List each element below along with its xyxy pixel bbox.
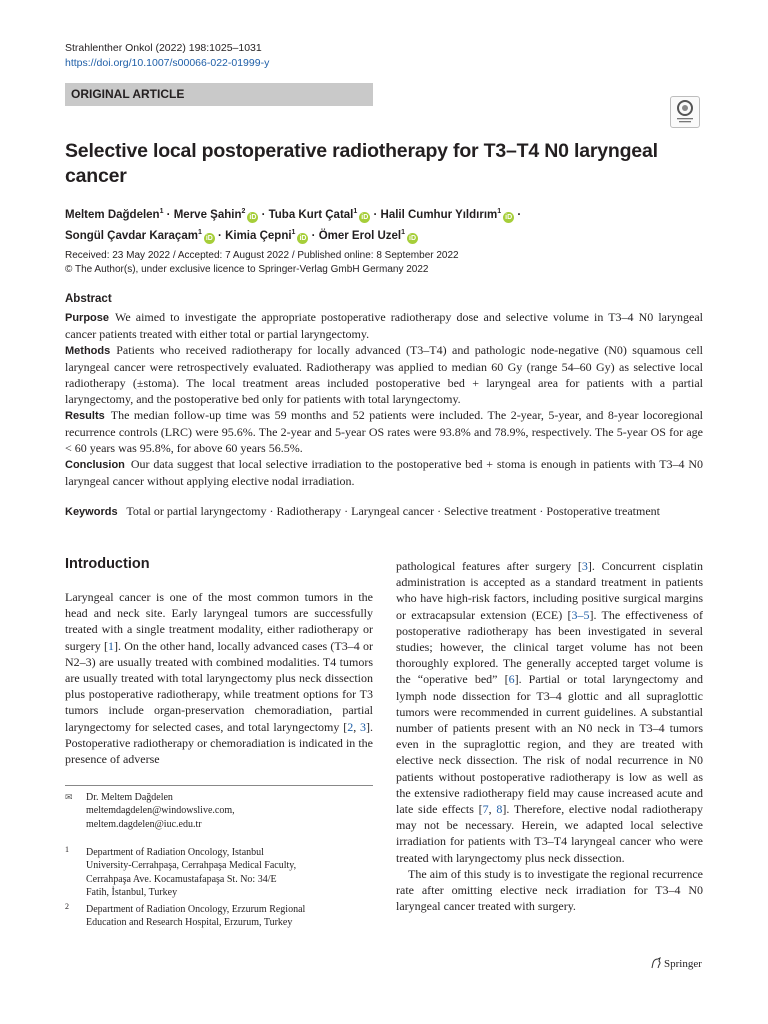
affiliation <box>86 903 376 930</box>
author-name[interactable]: Meltem Dağdelen$^1$ <box>65 208 164 221</box>
citation-link[interactable]: 8 <box>496 802 503 817</box>
copyright-line: © The Author(s), under exclusive licence to Springer-Verlag GmbH Germany 2022 <box>65 264 429 275</box>
abstract-results <box>65 407 703 456</box>
affiliation-line: Cerrahpaşa Ave. Kocamustafapaşa St. No: 34/E <box>86 873 277 885</box>
citation-link[interactable]: 3–5 <box>571 607 590 622</box>
author-name[interactable]: Halil Cumhur Yıldırım$^1$iD <box>380 208 513 221</box>
author-name[interactable]: Ömer Erol Uzel$^1$iD <box>318 228 417 242</box>
orcid-icon[interactable]: iD <box>205 234 213 242</box>
journal-line: Strahlenther Onkol (2022) 198:1025–1031 <box>65 42 262 54</box>
doi-link[interactable]: https://doi.org/10.1007/s00066-022-01999-y <box>65 57 270 69</box>
author-separator: · <box>258 208 269 221</box>
affiliation-number: 2 <box>65 902 69 911</box>
publisher-logo <box>650 957 702 970</box>
intro-paragraph: Laryngeal cancer is one of the most common tumors in the head and neck site. Early laryngeal tumors are successfully treated with a single treatment modality, either radiotherapy or surgery [1]. On the other hand, locally advanced cases (T3–4 or N2–3) are usually treated with combined modalities. T4 tumors are usually treated with total laryngectomy plus neck dissection plus postoperative radiotherapy, while treatment options for T3 tumors include organ-preservation chemoradiation, partial laryngectomy for selected cases, and total laryngectomy [2, 3]. Postoperative radiotherapy or chemoradiation is indicated in the presence of adverse <box>65 590 374 767</box>
intro-right-column <box>396 558 703 914</box>
author-name[interactable]: Tuba Kurt Çatal$^1$iD <box>268 208 369 221</box>
check-for-updates-icon <box>671 97 699 127</box>
affiliation-line: Fatih, İstanbul, Turkey <box>86 887 178 899</box>
springer-horse-icon <box>650 957 662 969</box>
correspondence <box>86 791 376 831</box>
author-list <box>65 203 715 245</box>
abstract-label: Methods <box>65 345 111 357</box>
envelope-icon: ✉ <box>65 792 73 802</box>
citation-link[interactable]: 6 <box>508 672 515 687</box>
publisher-name: Springer <box>664 958 702 970</box>
check-for-updates-badge[interactable] <box>670 96 700 128</box>
footnote-divider <box>65 785 373 786</box>
affiliation <box>86 846 376 900</box>
history-dates: Received: 23 May 2022 / Accepted: 7 August 2022 / Published online: 8 September 2022 <box>65 250 459 261</box>
keywords-label: Keywords <box>65 506 118 518</box>
abstract-text: We aimed to investigate the appropriate postoperative radiotherapy dose and selective volume in T3–4 N0 laryngeal cancer patients treated with either total or partial laryngectomy. <box>65 310 703 341</box>
abstract-label: Results <box>65 410 105 422</box>
affiliation-number: 1 <box>65 845 69 854</box>
affiliation-line: Education and Research Hospital, Erzurum, Turkey <box>86 917 293 929</box>
author-name[interactable]: Merve Şahin$^2$iD <box>173 208 257 221</box>
author-separator: · <box>370 208 381 221</box>
correspondent-email[interactable]: meltem.dagdelen@iuc.edu.tr <box>86 818 202 830</box>
citation-link[interactable]: 2 <box>347 719 354 734</box>
author-separator: · <box>214 229 226 242</box>
affiliation-marker: 1 <box>353 208 358 215</box>
citation-link[interactable]: 7 <box>482 802 489 817</box>
affiliation-marker: 1 <box>497 208 502 215</box>
keywords-text: Total or partial laryngectomy · Radiotherapy · Laryngeal cancer · Selective treatment · Postoperative treatment <box>126 504 660 518</box>
affiliation-marker: 1 <box>159 208 164 215</box>
abstract-text: The median follow-up time was 59 months and 52 patients were included. The 2-year, 5-year, and 8-year locoregional recurrence controls (LRC) were 95.6%. The 2-year and 5-year OS rates were 93.8% and 78.9%, respectively. The 5-year OS for age < 60 years was 95.8%, for above 60 years 56.5%. <box>65 408 703 455</box>
introduction-heading: Introduction <box>65 556 150 572</box>
orcid-icon[interactable]: iD <box>361 213 369 221</box>
citation-link[interactable]: 1 <box>108 638 114 653</box>
abstract-label: Purpose <box>65 312 110 324</box>
correspondent-email[interactable]: meltemdagdelen@windowslive.com, <box>86 805 235 817</box>
affiliation-marker: 1 <box>291 228 296 236</box>
abstract-body <box>65 309 703 489</box>
intro-paragraph: pathological features after surgery [3]. Concurrent cisplatin administration is accepted as a standard treatment in patients who have high-risk factors, including positive surgical margins or extracapsular extension (ECE) [3–5]. The effectiveness of postoperative radiotherapy has been investigated in several studies; however, the clinical target volume has not been thoroughly explored. The generally accepted target volume is the “operative bed” [6]. Partial or total laryngectomy and lymph node dissection for T3–4 glottic and all supraglottic tumors were recommended in current guidelines. A substantial number of patients present with an N0 neck in T3–4 tumors even in the supraglottic region, and they are treated with elective neck dissection. The risk of nodal recurrence in N0 patients without postoperative radiotherapy is low as well as the extensive radiotherapy field may cause increased acute and late side effects [7, 8]. Therefore, elective nodal radiotherapy may not be necessary. Herein, we adapted local selective irradiation for patients with T3–T4 laryngeal cancer who were treated with laryngectomy plus neck dissection. <box>396 559 704 865</box>
orcid-icon[interactable]: iD <box>299 234 307 242</box>
abstract-text: Our data suggest that local selective irradiation to the postoperative bed + stoma is enough in patients with T3–4 N0 laryngeal cancer without applying elective nodal irradiation. <box>65 457 703 488</box>
author-separator: · <box>514 208 522 221</box>
affiliation-line: Department of Radiation Oncology, Erzurum Regional <box>86 904 306 915</box>
orcid-icon[interactable]: iD <box>409 234 417 242</box>
affiliation-marker: 1 <box>401 228 406 236</box>
orcid-icon[interactable]: iD <box>249 213 257 221</box>
author-name[interactable]: Kimia Çepni$^1$iD <box>225 228 307 242</box>
correspondent-name: Dr. Meltem Dağdelen <box>86 792 173 803</box>
affiliation-marker: 1 <box>197 228 202 236</box>
abstract-methods <box>65 342 703 407</box>
keywords <box>65 503 705 520</box>
author-name[interactable]: Songül Çavdar Karaçam$^1$iD <box>65 228 213 242</box>
citation-link[interactable]: 3 <box>360 719 367 734</box>
article-title: Selective local postoperative radiotherapy for T3–T4 N0 laryngeal cancer <box>65 140 658 187</box>
abstract-heading: Abstract <box>65 293 112 305</box>
affiliation-line: University-Cerrahpaşa, Cerrahpaşa Medical Faculty, <box>86 860 297 872</box>
author-separator: · <box>308 229 319 242</box>
orcid-icon[interactable]: iD <box>505 213 513 221</box>
publication-dates <box>65 249 459 277</box>
intro-left-column <box>65 589 373 767</box>
citation-link[interactable]: 3 <box>581 559 588 573</box>
author-separator: · <box>163 208 174 221</box>
affiliation-line: Department of Radiation Oncology, Istanbul <box>86 847 264 858</box>
affiliation-marker: 2 <box>241 208 246 215</box>
abstract-text: Patients who received radiotherapy for locally advanced (T3–T4) and pathologic node-negative (N0) squamous cell laryngeal cancer were retrospectively evaluated. Radiotherapy was applied to median 60 Gy (range 54–60 Gy) as selective local radiotherapy (±stoma). The local treatment areas included postoperative bed + laryngeal area for patients with a partial laryngectomy, and the postoperative bed only for patients with total laryngectomy. <box>65 343 703 406</box>
abstract-conclusion <box>65 456 703 489</box>
journal-citation <box>65 41 269 71</box>
abstract-purpose <box>65 309 703 342</box>
intro-paragraph: The aim of this study is to investigate the regional recurrence rate after omitting elective neck irradiation for T3–4 N0 laryngeal cancer treated with surgery. <box>396 866 703 914</box>
article-type-banner: ORIGINAL ARTICLE <box>65 83 373 106</box>
abstract-label: Conclusion <box>65 459 125 471</box>
